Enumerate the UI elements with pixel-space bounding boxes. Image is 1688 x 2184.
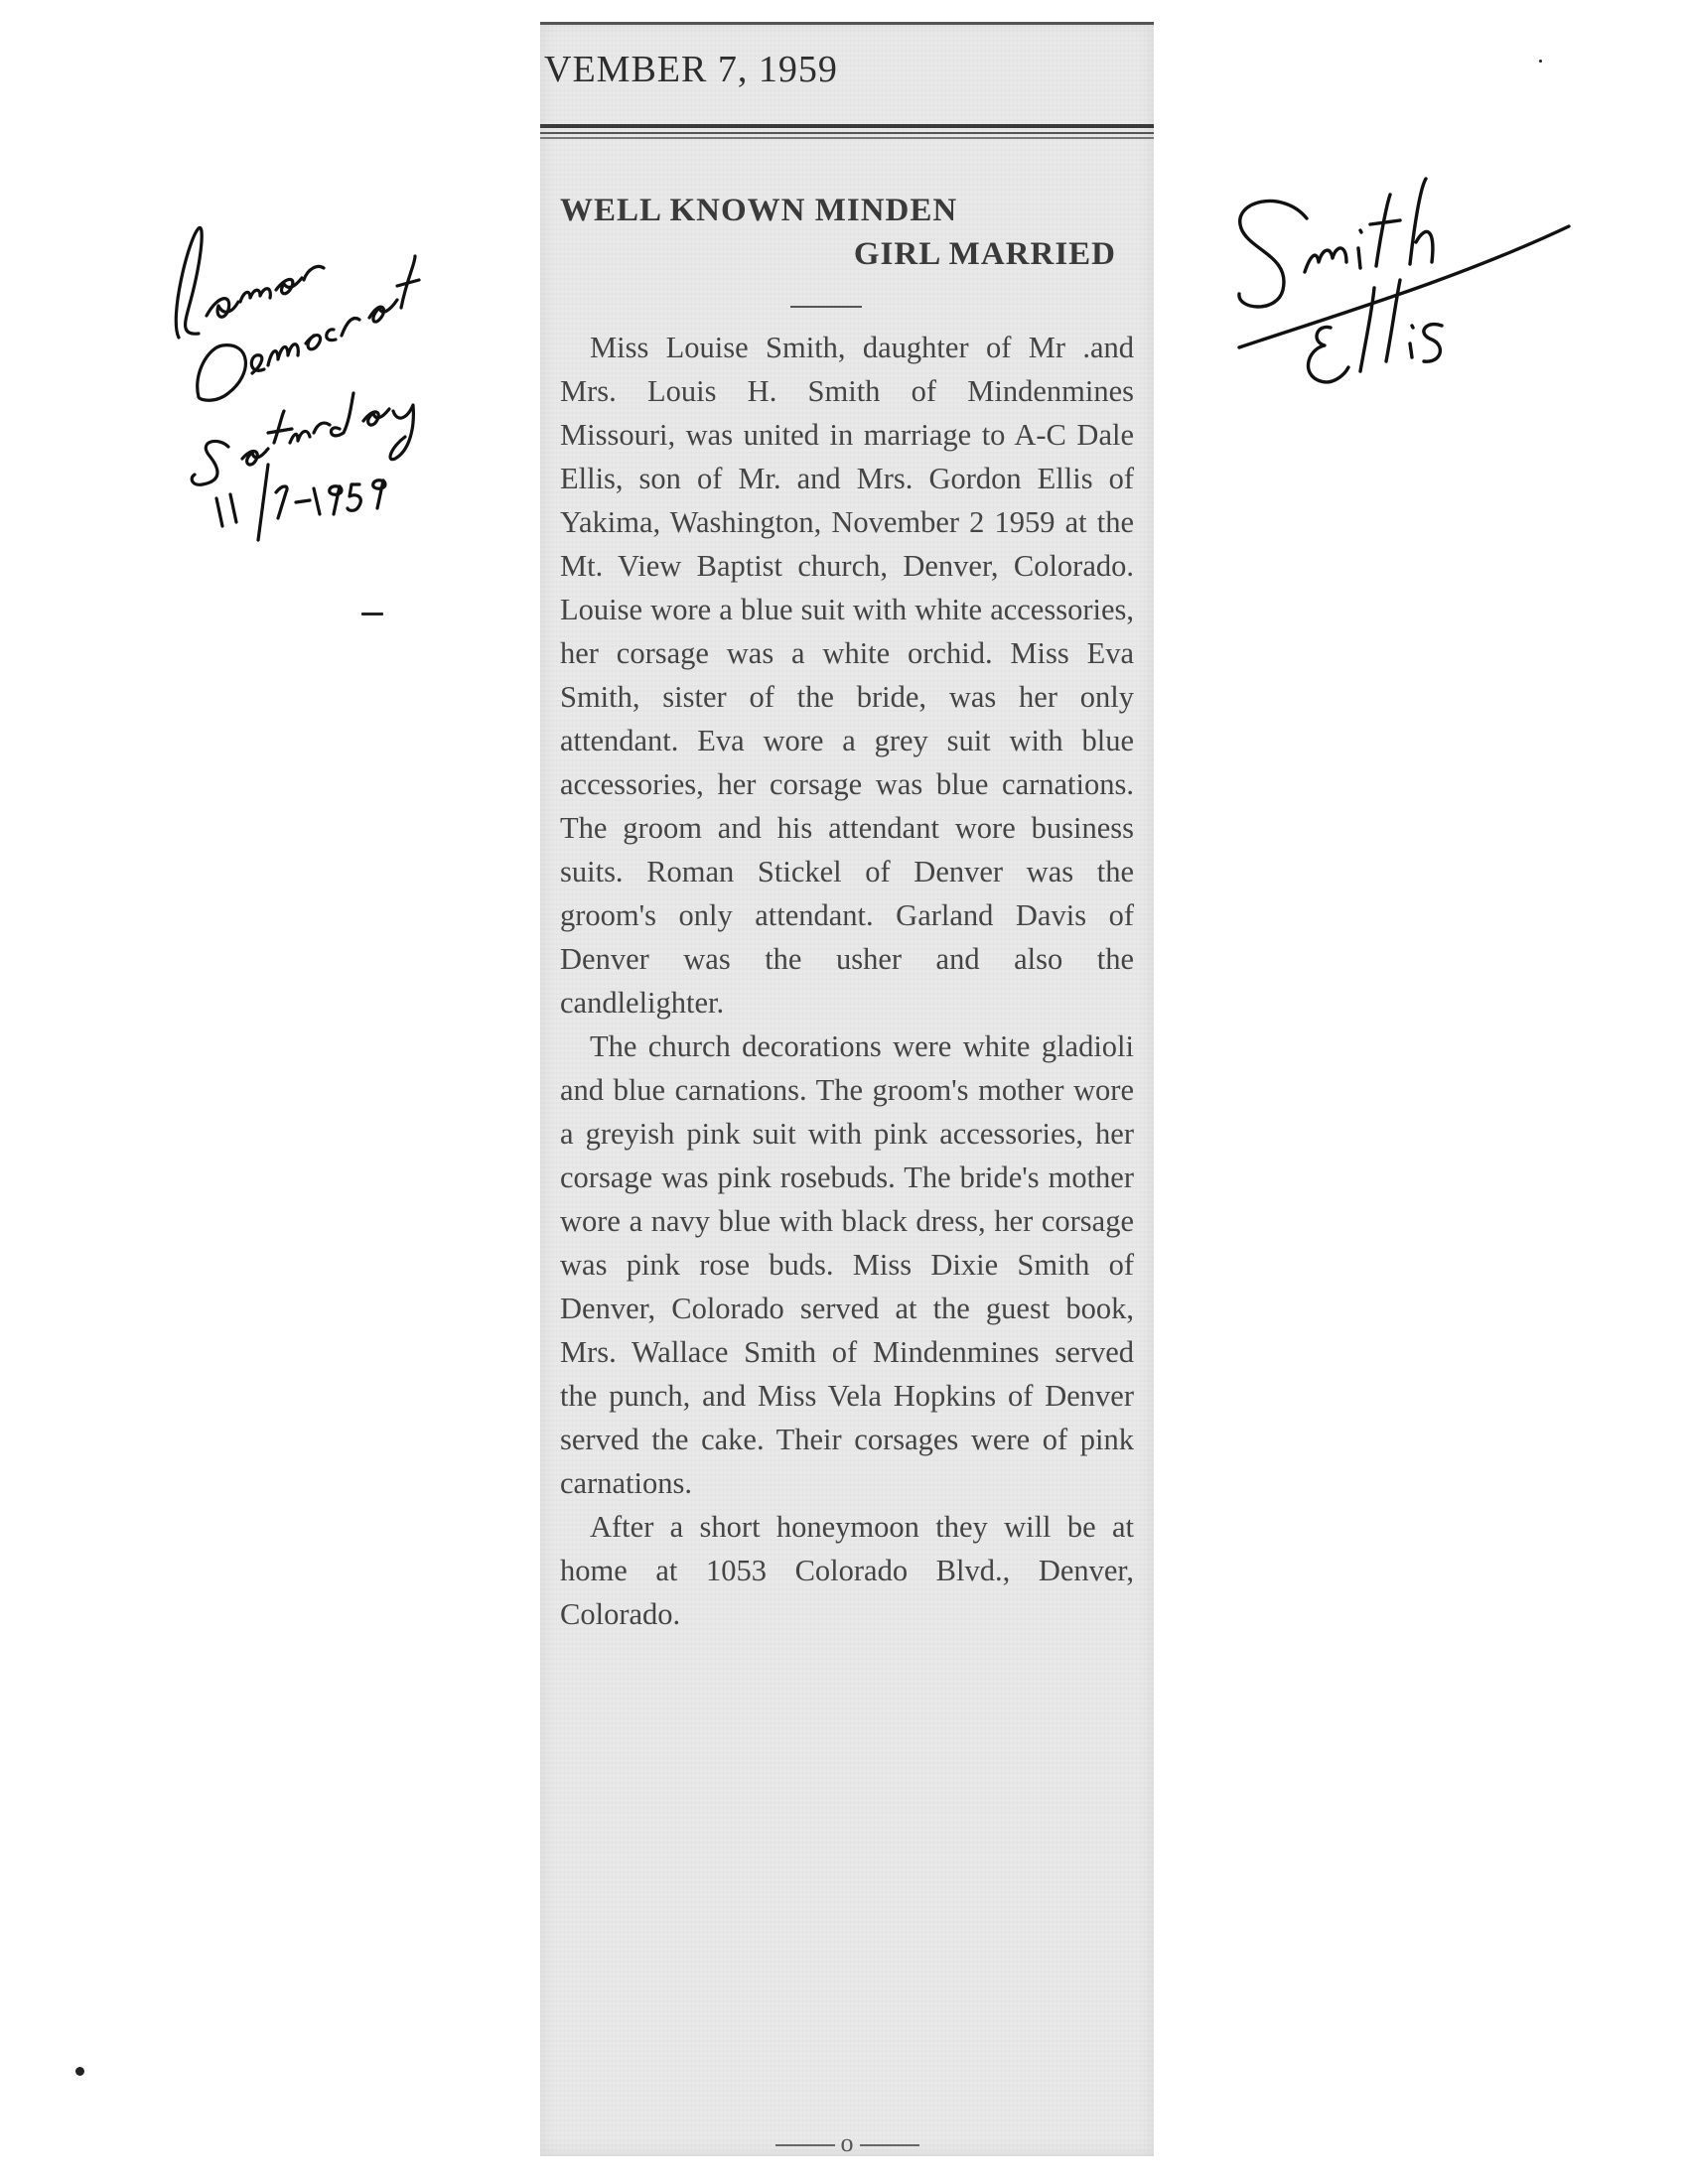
rule-hairline — [540, 137, 1154, 139]
article-paragraph-2: The church decorations were white gladioli and blue carnations. The groom's mother wore a greyish pink suit with pink accessories, her corsage was pink rosebuds. The bride's mother wore a navy blue with black dress, her corsage was pink rose buds. Miss Dixie Smith of Denver, Colorado served at the guest book, Mrs. Wallace Smith of Mindenmines served the punch, and Miss Vela Hopkins of Denver served the cake. Their corsages were of pink carnations. — [560, 1029, 1134, 1500]
headline-line-2: GIRL MARRIED — [853, 236, 1116, 272]
article-body — [560, 326, 1134, 1636]
handwritten-note-source — [159, 199, 496, 556]
handwritten-note-surnames-picture — [1221, 159, 1599, 457]
article-paragraph-1: Miss Louise Smith, daughter of Mr .and Mrs. Louis H. Smith of Mindenmines Missouri, was united in marriage to A-C Dale Ellis, son of Mr. and Mrs. Gordon Ellis of Yakima, Washington, November 2 1959 at the Mt. View Baptist church, Denver, Colorado. Louise wore a blue suit with white accessories, her corsage was a white orchid. Miss Eva Smith, sister of the bride, was her only attendant. Eva wore a grey suit with blue accessories, her corsage was blue carnations. The groom and his attendant wore business suits. Roman Stickel of Denver was the groom's only attendant. Garland Davis of Denver was the usher and also the candlelighter. — [560, 331, 1134, 1020]
end-mark-symbol: o — [840, 2128, 854, 2157]
scan-speck — [75, 2067, 84, 2076]
rule-thin — [540, 132, 1154, 134]
article-paragraph-3: After a short honeymoon they will be at home at 1053 Colorado Blvd., Denver, Colorado. — [560, 1510, 1134, 1631]
headline-line-1: WELL KNOWN MINDEN — [560, 193, 958, 228]
clipping-top-edge — [540, 22, 1154, 25]
end-mark-line-left — [775, 2144, 835, 2146]
scan-speck — [1539, 60, 1542, 63]
article-end-mark — [540, 2128, 1154, 2158]
headline — [560, 189, 1116, 276]
dateline: VEMBER 7, 1959 — [544, 49, 838, 90]
handwritten-note-source-picture — [159, 199, 496, 556]
scan-speck — [361, 613, 383, 615]
newspaper-clipping — [540, 22, 1154, 2156]
masthead-rules — [540, 124, 1154, 140]
handwritten-note-surnames — [1221, 159, 1599, 457]
rule-thick — [540, 124, 1154, 128]
end-mark-line-right — [860, 2144, 919, 2146]
headline-divider — [790, 306, 862, 308]
